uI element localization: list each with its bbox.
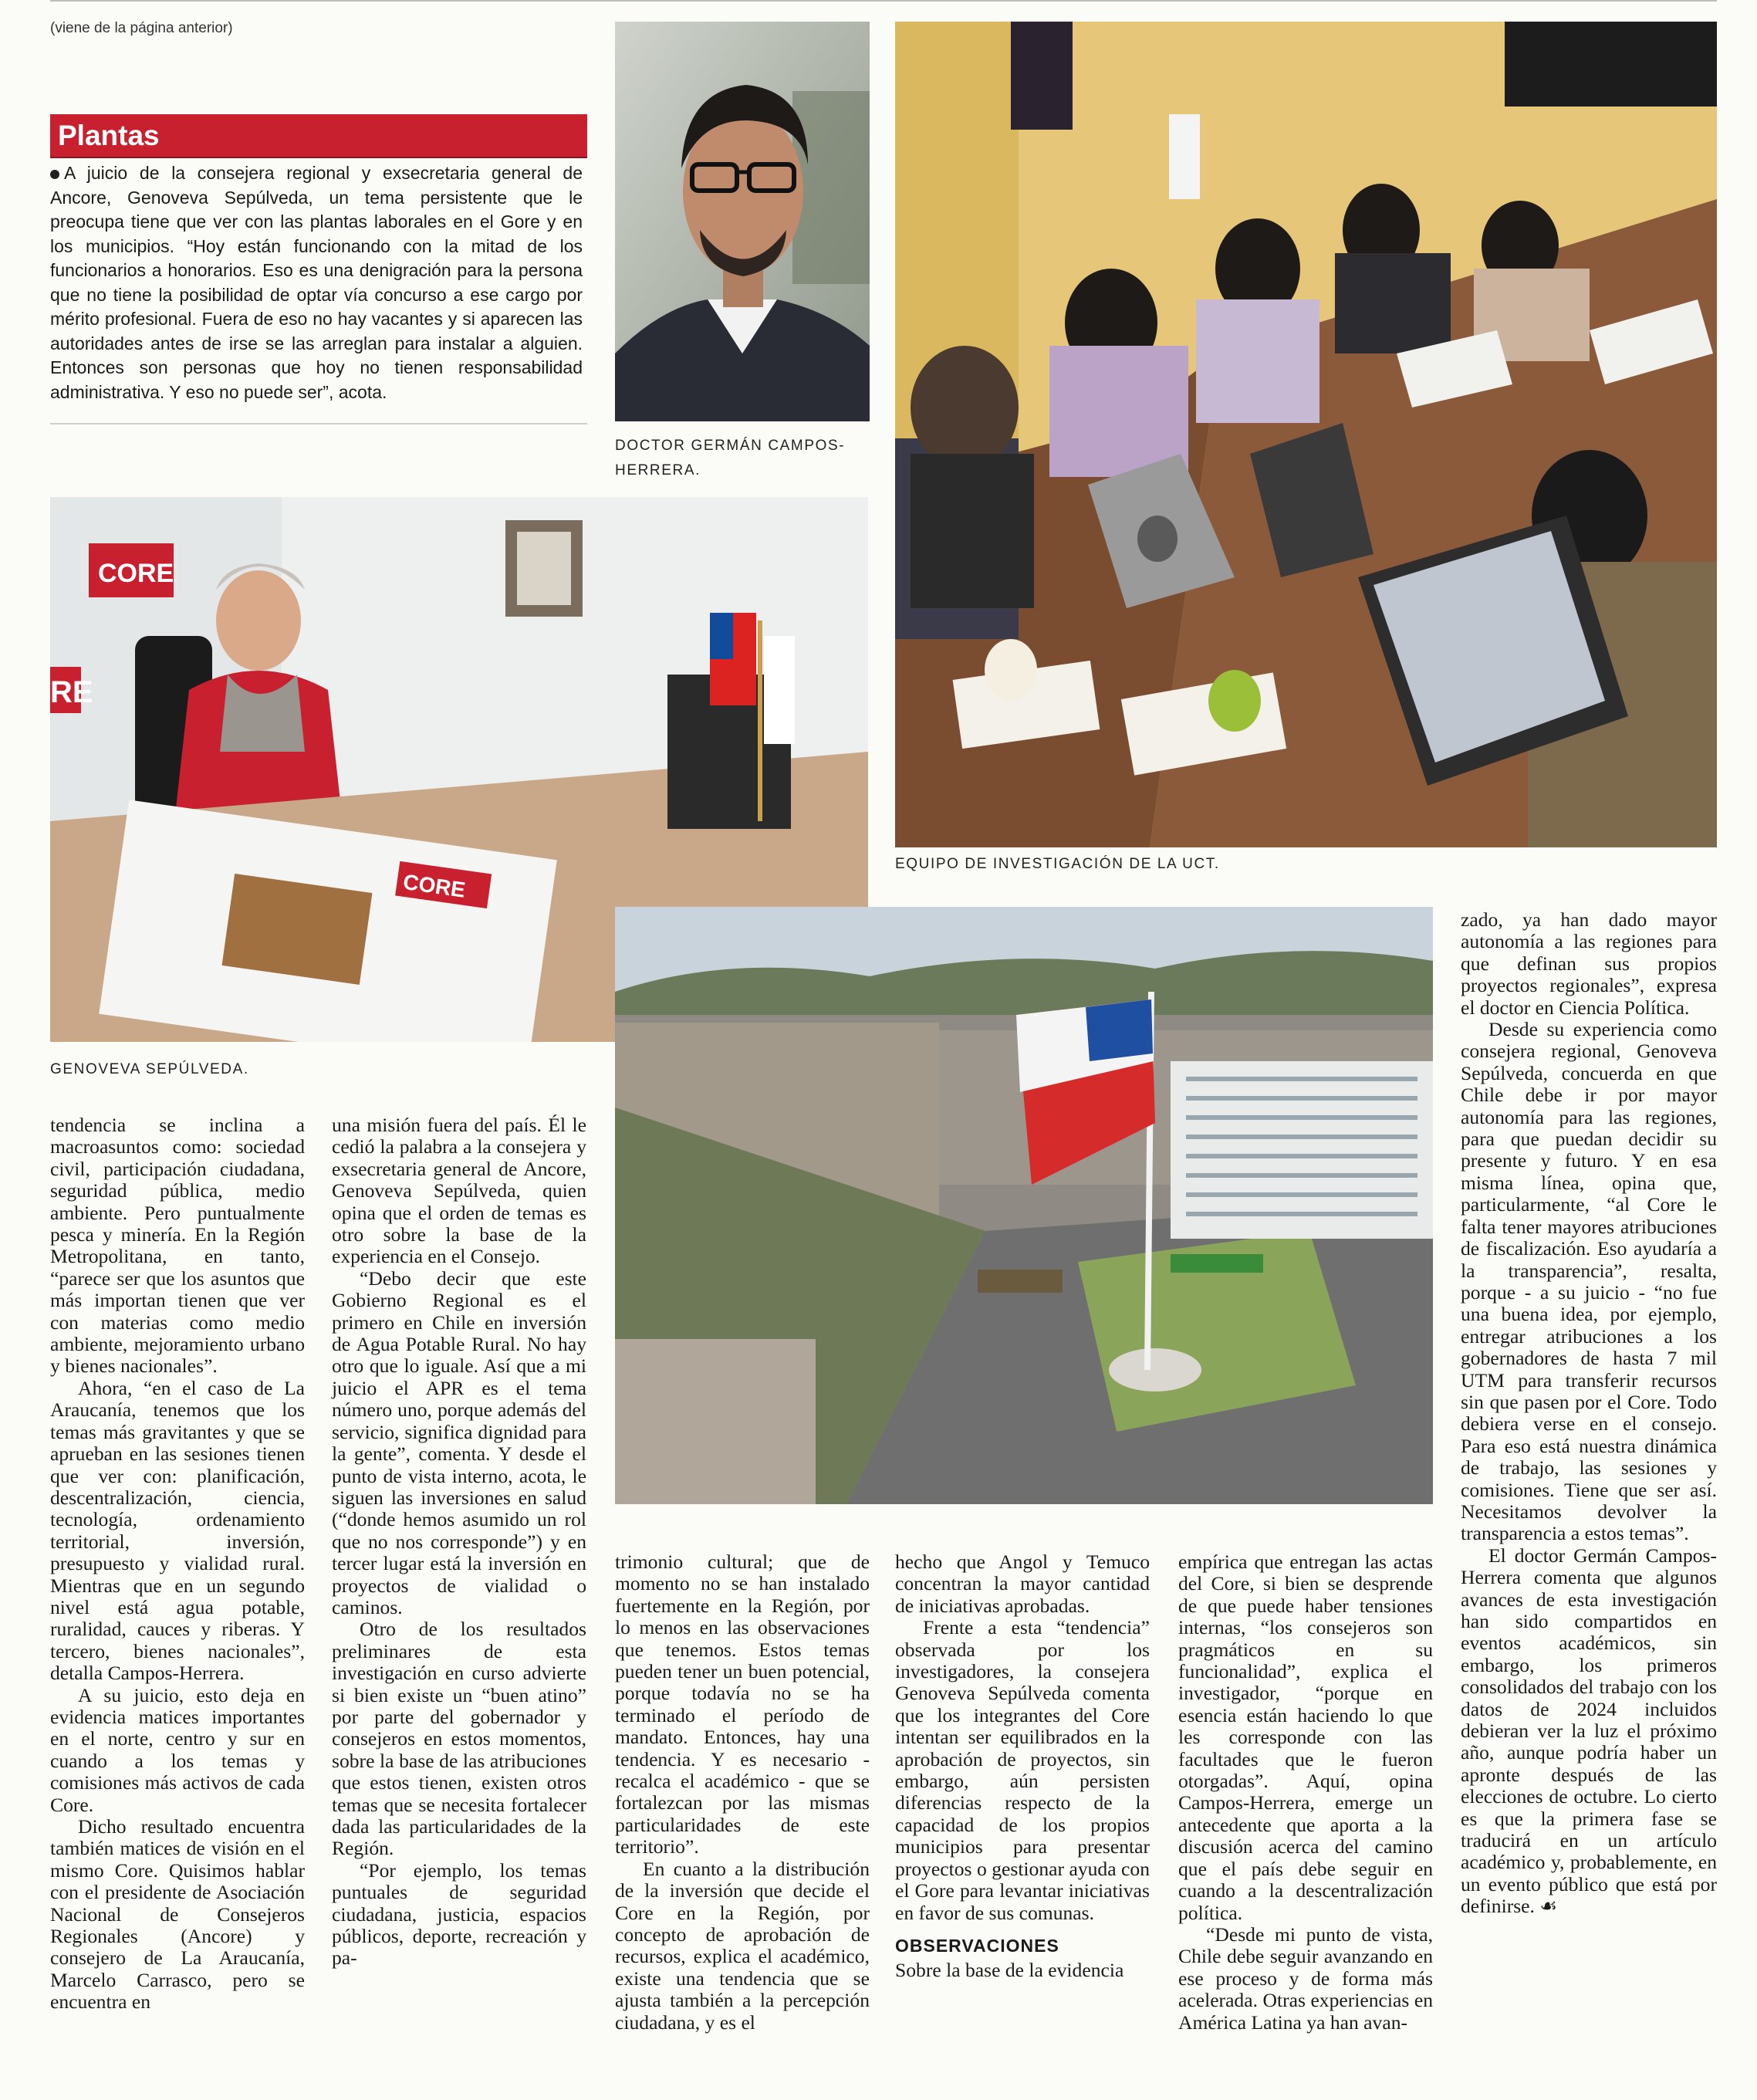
paragraph: Desde su experiencia como consejera regional, Genoveva Sepúlveda, concuerda en que Chile debe ir por mayor autonomía para las regiones, para que puedan decidir su presente y futuro. Y en esa misma línea, opina que, particularmente, “al Core le falta tener mayores atribuciones de fiscalización. Eso ayudaría a la transparencia”, resalta, porque - a su juicio - “no fue una buena idea, por ejemplo, entregar atribuciones a los gobernadores de hasta 7 mil UTM para transferir recursos sin que pasen por el Core. Todo debiera verse en el consejo. Para eso está nuestra dinámica de trabajo, las sesiones y comisiones. Tiene que ser así. Necesitamos devolver la transparencia a estos temas”. [1461, 1018, 1717, 1545]
end-mark-icon: ☙ [1539, 1895, 1558, 1918]
city-illustration [615, 907, 1433, 1504]
city-photo [615, 907, 1433, 1504]
portrait-illustration [615, 22, 870, 421]
portrait-caption: DOCTOR GERMÁN CAMPOS-HERRERA. [615, 438, 846, 479]
paragraph: A su juicio, esto deja en evidencia matices importantes en el norte, centro y sur en cuando a los temas y comisiones más activos de cada Core. [50, 1683, 305, 1816]
continuation-note: (viene de la página anterior) [50, 20, 233, 36]
article-column-1 [50, 1114, 305, 2014]
bullet-icon [50, 170, 59, 179]
paragraph: En cuanto a la distribución de la inversión que decide el Core en la Región, por concepto de aprobación de recursos, explica el académico, existe una tendencia que se ajusta también a la percepción ciudadana, y es el [615, 1857, 870, 2034]
sidebar-title-bar [50, 114, 587, 158]
paragraph: tendencia se inclina a macroasuntos como: sociedad civil, participación ciudadana, seguridad pública, medio ambiente. Pero puntualmente pesca y minería. En la Región Metropolitana, en tanto, “parece ser que los asuntos que más importan tienen que ver con materias como medio ambiente, mejoramiento urbano y bienes nacionales”. [50, 1114, 305, 1378]
wall-logo-text: RE [50, 675, 93, 709]
paragraph: “Debo decir que este Gobierno Regional es el primero en Chile en inversión de Agua Potable Rural. No hay otro que lo iguale. Así que a mi juicio el APR es el tema número uno, porque además del servicio, significa dignidad para la gente”, comenta. Y desde el punto de vista interno, acota, le siguen las inversiones en salud (“donde hemos asumido un rol que no nos corresponde”) y en tercer lugar está la inversión en proyectos de vialidad o caminos. [332, 1266, 586, 1618]
paragraph: trimonio cultural; que de momento no se han instalado fuertemente en la Región, por lo menos en las observaciones que tenemos. Estos temas pueden tener un buen potencial, porque todavía no se ha terminado el período de mandato. Entonces, hay una tendencia. Y es necesario - recalca el académico - que se fortalezcan por las mismas particularidades de este territorio”. [615, 1550, 870, 1858]
article-column-4 [895, 1551, 1150, 1982]
sidebar-title: Plantas [58, 120, 160, 151]
paragraph: Dicho resultado encuentra también matices de visión en el mismo Core. Quisimos hablar con el presidente de Asociación Nacional de Consejeros Regionales (Ancore) y consejero de La Araucanía, Marcelo Carrasco, pero se encuentra en [50, 1815, 305, 2014]
paragraph: una misión fuera del país. Él le cedió la palabra a la consejera y exsecretaria general de Ancore, Genoveva Sepúlveda, quien opina que el orden de temas es otro sobre la base de la experiencia en el Consejo. [332, 1114, 586, 1268]
paragraph: “Desde mi punto de vista, Chile debe seguir avanzando en ese proceso y de forma más acelerada. Otras experiencias en América Latina ya han avan- [1178, 1922, 1433, 2034]
paragraph: Sobre la base de la evidencia [895, 1959, 1124, 1982]
paragraph: “Por ejemplo, los temas puntuales de seguridad ciudadana, justicia, espacios públicos, deporte, recreación y pa- [332, 1858, 586, 1970]
paragraph: Ahora, “en el caso de La Araucanía, tenemos que los temas más gravitantes y que se aprueban en las sesiones tienen que ver con: planificación, descentralización, ciencia, tecnología, ordenamiento territorial, inversión, presupuesto y vialidad rural. Mientras que en un segundo nivel está agua potable, ruralidad, cauces y riberas. Y tercero, bienes nacionales”, detalla Campos-Herrera. [50, 1376, 305, 1685]
article-column-2 [332, 1114, 586, 1970]
paragraph: Otro de los resultados preliminares de esta investigación en curso advierte si bien existe un “buen atino” por parte del gobernador y consejeros en estos momentos, sobre la base de las atribuciones que estos tienen, existen otros temas que se necesita fortalecer dada las particularidades de la Región. [332, 1618, 586, 1860]
section-subhead: OBSERVACIONES [895, 1935, 1059, 1956]
article-column-6 [1461, 909, 1717, 1918]
team-photo [895, 22, 1717, 847]
paragraph [1461, 1545, 1717, 1918]
article-column-5 [1178, 1551, 1433, 2034]
genoveva-caption: GENOVEVA SEPÚLVEDA. [50, 1061, 249, 1077]
sidebar-rule [50, 423, 587, 424]
sidebar-body: A juicio de la consejera regional y exsecretaria general de Ancore, Genoveva Sepúlveda, un tema persistente que le preocupa tiene que ver con las plantas laborales en el Gore y en los municipios. “Hoy están funcionando con la mitad de los funcionarios a honorarios. Eso es una denigración para la persona que no tiene la posibilidad de optar vía concurso a ese cargo por mérito profesional. Fuera de eso no hay vacantes y si aparecen las autoridades antes de irse se las arreglan para instalar a alguien. Entonces son personas que hoy no tienen responsabilidad administrativa. Y eso no puede ser”, acota. [50, 163, 583, 402]
article-column-3 [615, 1551, 870, 2034]
top-rule [50, 0, 1717, 2]
core-logo-text: CORE [98, 559, 174, 588]
team-caption: EQUIPO DE INVESTIGACIÓN DE LA UCT. [895, 856, 1220, 872]
paragraph: zado, ya han dado mayor autonomía a las regiones para que definan sus propios proyectos regionales”, expresa el doctor en Ciencia Política. [1461, 908, 1717, 1019]
binder-logo-text: CORE [401, 869, 468, 902]
paragraph: hecho que Angol y Temuco concentran la mayor cantidad de iniciativas aprobadas. [895, 1550, 1150, 1617]
paragraph-text: El doctor Germán Campos-Herrera comenta que algunos avances de esta investigación han sido compartidos en eventos académicos, sin embargo, los primeros consolidados del trabajo con los datos de 2024 incluidos debieran ver la luz el próximo año, aunque podría haber un apronte después de las elecciones de octubre. Lo cierto es que la primera fase se traducirá en un artículo académico y, probablemente, en un evento público que está por definirse. [1461, 1544, 1717, 1918]
team-illustration [895, 22, 1717, 847]
portrait-photo [615, 22, 870, 421]
paragraph: Frente a esta “tendencia” observada por los investigadores, la consejera Genoveva Sepúlveda comenta que los integrantes del Core intentan ser equilibrados en la aprobación de proyectos, sin embargo, aún persisten diferencias respecto de la capacidad de los propios municipios para presentar proyectos o gestionar ayuda con el Gore para levantar iniciativas en favor de sus comunas. [895, 1616, 1150, 1924]
sidebar-text [50, 161, 583, 404]
paragraph: empírica que entregan las actas del Core, si bien se desprende de que puede haber tensiones internas, “los consejeros son pragmáticos en su funcionalidad”, explica el investigador, “porque en esencia están haciendo lo que les corresponde con las facultades que le fueron otorgadas”. Aquí, opina Campos-Herrera, emerge un antecedente que aporta a la discusión acerca del camino que el país debe seguir en cuando a la descentralización política. [1178, 1550, 1433, 1924]
